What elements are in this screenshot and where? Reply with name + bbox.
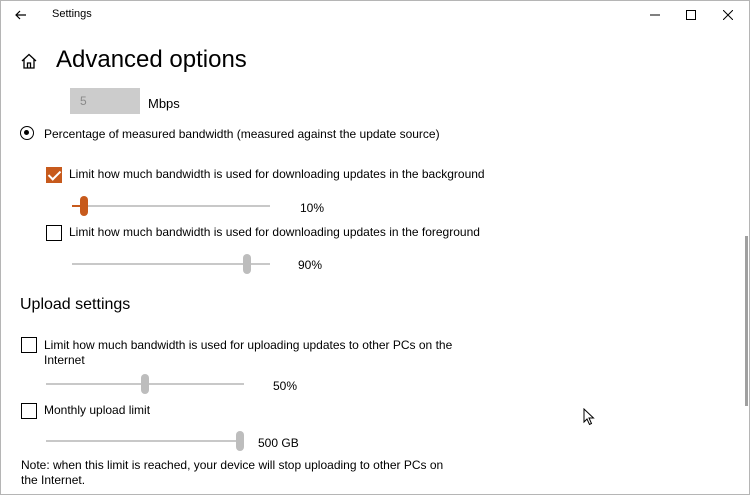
window-title: Settings [52, 8, 92, 20]
upload-bandwidth-value: 50% [273, 379, 298, 393]
percentage-bandwidth-label: Percentage of measured bandwidth (measured against the update source) [44, 127, 440, 141]
close-icon [723, 10, 733, 20]
background-download-checkbox[interactable] [46, 167, 62, 183]
title-bar [0, 0, 750, 30]
maximize-icon [686, 10, 696, 20]
monthly-upload-slider[interactable] [46, 440, 244, 442]
upload-bandwidth-checkbox[interactable] [21, 337, 37, 353]
background-download-slider[interactable] [72, 205, 270, 207]
back-button[interactable] [10, 4, 32, 26]
vertical-scrollbar[interactable] [745, 236, 748, 406]
back-arrow-icon [15, 10, 27, 20]
foreground-download-slider-thumb[interactable] [243, 254, 251, 274]
percentage-bandwidth-radio[interactable] [20, 126, 34, 140]
absolute-bandwidth-unit: Mbps [148, 96, 180, 111]
foreground-download-checkbox[interactable] [46, 225, 62, 241]
home-icon [20, 52, 38, 70]
upload-bandwidth-label: Limit how much bandwidth is used for uploading updates to other PCs on the Internet [44, 338, 453, 367]
minimize-icon [650, 10, 660, 20]
foreground-download-slider[interactable] [72, 263, 270, 265]
minimize-button[interactable] [640, 4, 670, 26]
upload-bandwidth-slider[interactable] [46, 383, 244, 385]
foreground-download-value: 90% [298, 258, 323, 272]
close-button[interactable] [713, 4, 743, 26]
upload-bandwidth-slider-thumb[interactable] [141, 374, 149, 394]
page-title: Advanced options [56, 46, 247, 73]
absolute-bandwidth-input[interactable] [70, 88, 140, 114]
monthly-upload-slider-thumb[interactable] [236, 431, 244, 451]
monthly-upload-label: Monthly upload limit [44, 403, 151, 417]
maximize-button[interactable] [676, 4, 706, 26]
monthly-upload-checkbox[interactable] [21, 403, 37, 419]
mouse-cursor-icon [583, 408, 595, 431]
background-download-slider-thumb[interactable] [80, 196, 88, 216]
upload-limit-note: Note: when this limit is reached, your device will stop uploading to other PCs on the Internet. [21, 458, 444, 487]
foreground-download-label: Limit how much bandwidth is used for downloading updates in the foreground [69, 225, 480, 239]
background-download-value: 10% [300, 201, 325, 215]
background-download-label: Limit how much bandwidth is used for downloading updates in the background [69, 167, 485, 181]
home-button[interactable] [20, 52, 38, 70]
upload-settings-heading: Upload settings [20, 296, 131, 313]
monthly-upload-value: 500 GB [258, 436, 299, 450]
